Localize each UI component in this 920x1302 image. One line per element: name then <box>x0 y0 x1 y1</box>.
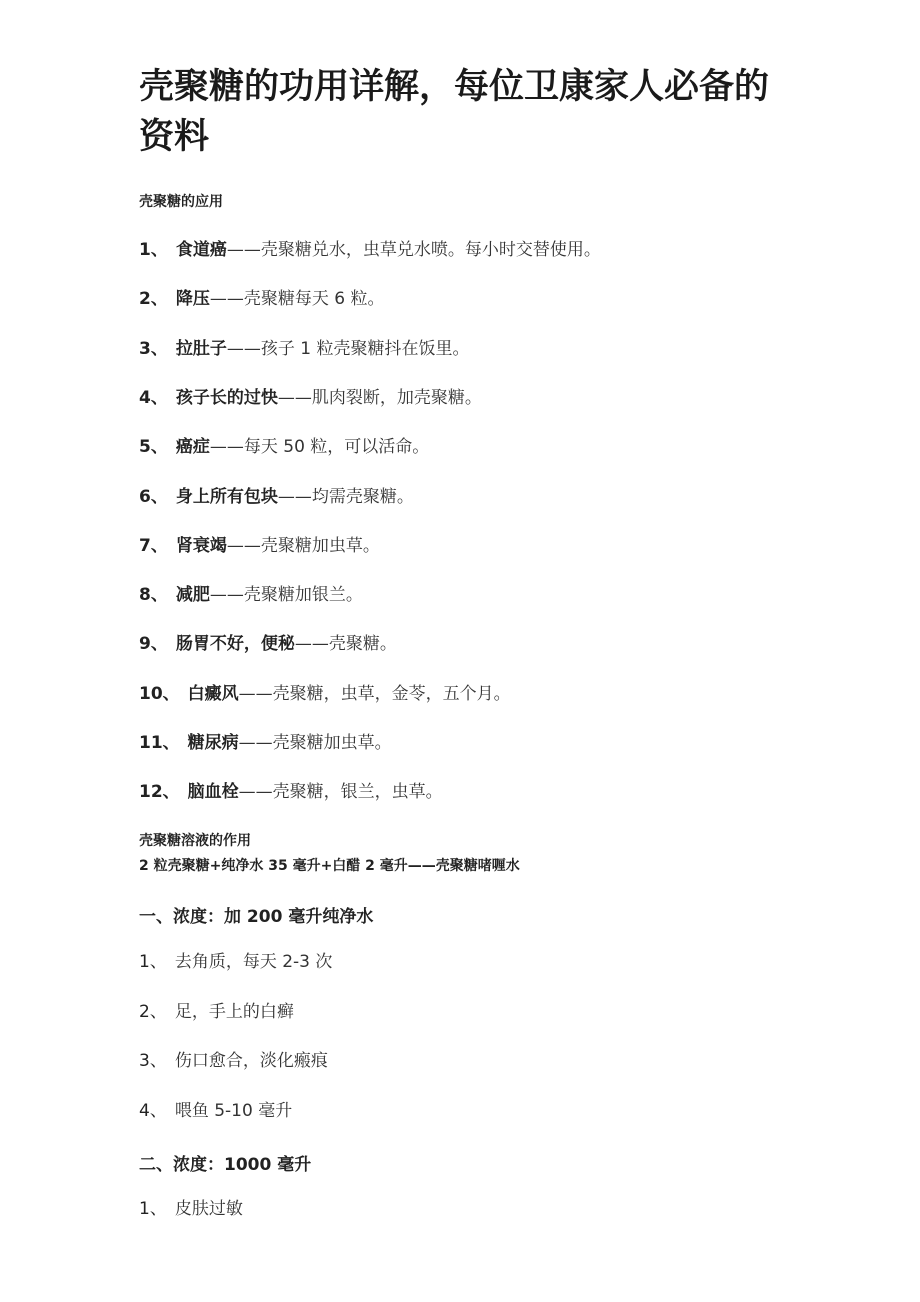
item-separator: 、 <box>150 535 168 556</box>
item-number: 2 <box>139 1001 150 1022</box>
item-separator: 、 <box>149 1100 167 1121</box>
item-term: 肾衰竭 <box>175 535 227 556</box>
item-separator: 、 <box>149 1051 167 1071</box>
item-description: ——壳聚糖，银兰，虫草。 <box>238 782 443 803</box>
item-number: 2 <box>139 289 151 310</box>
item-description: ——壳聚糖每天 6 粒。 <box>209 289 385 310</box>
item-number: 9 <box>139 634 151 655</box>
concentration-item <box>139 1198 243 1220</box>
item-separator: 、 <box>150 240 168 260</box>
application-item <box>139 387 482 409</box>
item-number: 7 <box>139 535 151 556</box>
item-description: ——壳聚糖兑水，虫草兑水喷。每小时交替使用。 <box>226 240 601 260</box>
item-description: ——孩子 1 粒壳聚糖抖在饭里。 <box>226 338 470 359</box>
item-separator: 、 <box>162 733 180 753</box>
item-text: 喂鱼 5-10 毫升 <box>174 1100 293 1121</box>
application-item <box>139 338 469 360</box>
item-term: 食道癌 <box>175 240 227 260</box>
item-term: 身上所有包块 <box>175 486 278 507</box>
document-title: 壳聚糖的功用详解，每位卫康家人必备的资料 <box>139 67 770 157</box>
application-item <box>139 584 363 606</box>
item-number: 5 <box>139 437 151 458</box>
item-term: 拉肚子 <box>175 338 227 359</box>
section-heading-solution: 壳聚糖溶液的作用 <box>139 833 251 849</box>
item-term: 糖尿病 <box>187 733 239 753</box>
item-term: 减肥 <box>175 585 210 606</box>
item-number: 3 <box>139 338 151 359</box>
item-separator: 、 <box>149 1199 167 1219</box>
item-number: 6 <box>139 486 151 507</box>
application-item <box>139 239 601 261</box>
item-separator: 、 <box>150 289 168 310</box>
item-separator: 、 <box>150 338 168 359</box>
item-term: 癌症 <box>175 437 210 458</box>
concentration-item <box>139 951 332 973</box>
item-number: 10 <box>139 683 163 704</box>
application-item <box>139 683 511 705</box>
concentration-2-heading: 二、浓度：1000 毫升 <box>139 1155 312 1175</box>
item-number: 11 <box>139 733 163 753</box>
item-number: 12 <box>139 782 163 803</box>
concentration-1-heading: 一、浓度：加 200 毫升纯净水 <box>139 907 374 927</box>
item-number: 4 <box>139 1100 150 1121</box>
item-text: 皮肤过敏 <box>174 1199 243 1219</box>
item-separator: 、 <box>162 782 180 803</box>
item-description: ——肌肉裂断，加壳聚糖。 <box>277 387 482 408</box>
item-separator: 、 <box>150 387 168 408</box>
item-number: 4 <box>139 387 151 408</box>
item-separator: 、 <box>150 437 168 458</box>
item-separator: 、 <box>150 634 168 655</box>
item-number: 3 <box>139 1051 150 1071</box>
item-separator: 、 <box>150 486 168 507</box>
application-item <box>139 781 443 803</box>
item-separator: 、 <box>150 585 168 606</box>
item-term: 脑血栓 <box>187 782 239 803</box>
item-separator: 、 <box>149 1001 167 1022</box>
item-description: ——壳聚糖加虫草。 <box>238 733 392 753</box>
item-description: ——壳聚糖加虫草。 <box>226 535 380 556</box>
item-text: 足，手上的白癣 <box>174 1001 294 1022</box>
section-heading-applications: 壳聚糖的应用 <box>139 194 223 210</box>
item-number: 8 <box>139 585 151 606</box>
item-term: 降压 <box>175 289 210 310</box>
item-text: 去角质，每天 2-3 次 <box>174 952 333 972</box>
application-item <box>139 732 392 754</box>
item-term: 白癜风 <box>187 683 239 704</box>
solution-formula: 2 粒壳聚糖+纯净水 35 毫升+白醋 2 毫升——壳聚糖啫喱水 <box>139 858 520 874</box>
item-description: ——每天 50 粒，可以活命。 <box>209 437 430 458</box>
application-item <box>139 486 414 508</box>
application-item <box>139 535 380 557</box>
item-number: 1 <box>139 1199 150 1219</box>
application-item <box>139 436 429 458</box>
item-text: 伤口愈合，淡化瘢痕 <box>174 1051 328 1071</box>
concentration-item <box>139 1100 292 1122</box>
item-description: ——壳聚糖。 <box>294 634 397 655</box>
item-description: ——壳聚糖，虫草，金苓，五个月。 <box>238 683 511 704</box>
application-item <box>139 288 384 310</box>
item-separator: 、 <box>162 683 180 704</box>
item-separator: 、 <box>149 952 167 972</box>
concentration-item <box>139 1001 294 1023</box>
item-term: 孩子长的过快 <box>175 387 278 408</box>
concentration-item <box>139 1050 328 1072</box>
item-description: ——壳聚糖加银兰。 <box>209 585 363 606</box>
item-term: 肠胃不好，便秘 <box>175 634 295 655</box>
application-item <box>139 633 397 655</box>
item-description: ——均需壳聚糖。 <box>277 486 414 507</box>
item-number: 1 <box>139 240 151 260</box>
item-number: 1 <box>139 952 150 972</box>
